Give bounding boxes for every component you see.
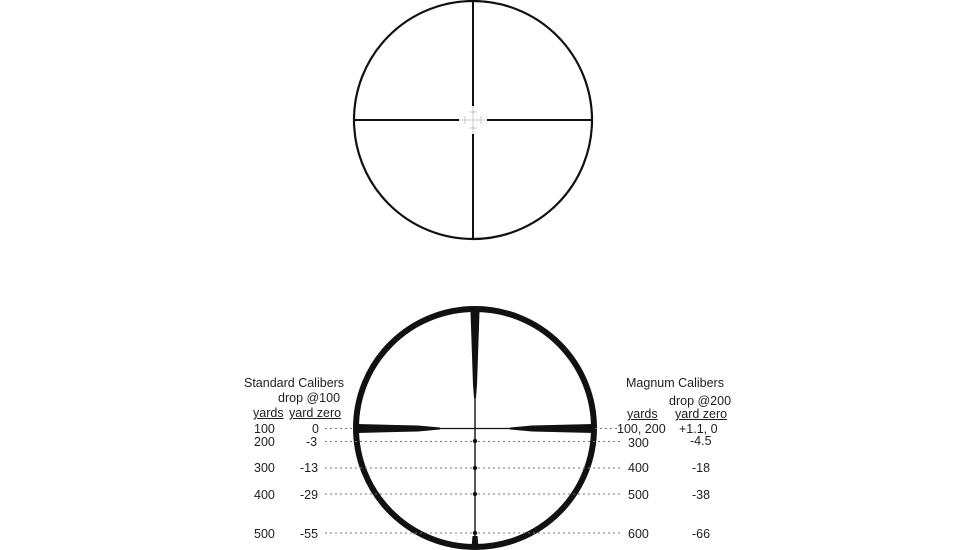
standard-row-drop: -29 <box>300 488 319 502</box>
magnum-row-drop: +1.1, 0 <box>679 422 718 436</box>
holdover-dot <box>473 531 477 535</box>
magnum-row-drop: -66 <box>692 527 711 541</box>
magnum-row-yards: 400 <box>628 461 649 475</box>
magnum-drop-subtitle: drop @200 <box>669 394 732 408</box>
holdover-dot <box>473 439 477 443</box>
ballistic-bottom-post <box>472 536 479 547</box>
standard-row-yards: 300 <box>254 461 275 475</box>
standard-row-yards: 200 <box>254 435 275 449</box>
magnum-row-yards: 100, 200 <box>617 422 666 436</box>
magnum-zero-header: yard zero <box>675 407 728 421</box>
duplex-center-fine-crosshair <box>459 106 487 134</box>
magnum-row-yards: 600 <box>628 527 649 541</box>
magnum-calibers-title: Magnum Calibers <box>626 376 724 390</box>
magnum-row-drop: -38 <box>692 488 711 502</box>
magnum-yards-header: yards <box>627 407 658 421</box>
magnum-row-drop: -4.5 <box>690 434 712 448</box>
ballistic-right-post <box>510 424 593 433</box>
standard-row-yards: 100 <box>254 422 275 436</box>
standard-row-drop: -13 <box>300 461 319 475</box>
standard-yards-header: yards <box>253 406 284 420</box>
standard-calibers-title: Standard Calibers <box>244 376 345 390</box>
standard-row-drop: 0 <box>312 422 319 436</box>
magnum-row-drop: -18 <box>692 461 711 475</box>
ballistic-left-post <box>357 424 440 433</box>
holdover-dot <box>473 466 477 470</box>
ballistic-reticle <box>325 309 622 547</box>
ballistic-top-post <box>471 312 480 398</box>
holdover-dot <box>473 492 477 496</box>
standard-row-drop: -3 <box>306 435 318 449</box>
standard-drop-subtitle: drop @100 <box>278 391 341 405</box>
standard-zero-header: yard zero <box>289 406 342 420</box>
standard-row-yards: 400 <box>254 488 275 502</box>
standard-row-drop: -55 <box>300 527 319 541</box>
standard-row-yards: 500 <box>254 527 275 541</box>
duplex-reticle <box>354 1 592 239</box>
magnum-row-yards: 500 <box>628 488 649 502</box>
magnum-row-yards: 300 <box>628 436 649 450</box>
